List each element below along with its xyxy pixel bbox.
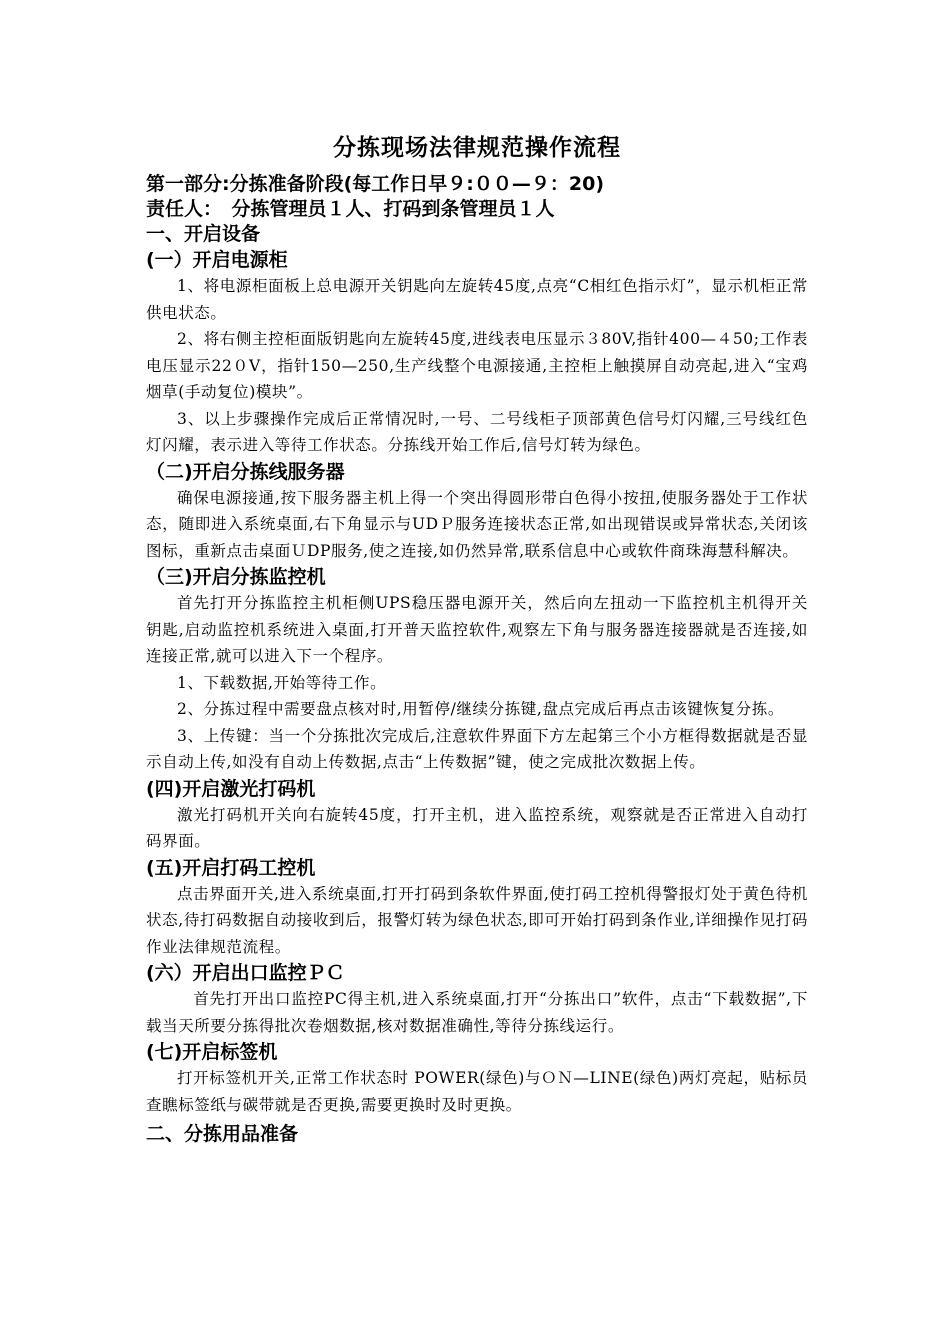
responsible-line: 责任人： 分拣管理员１人、打码到条管理员１人 <box>146 198 555 220</box>
subsection-heading-exit-monitor: (六）开启出口监控ＰＣ <box>146 962 345 984</box>
section-heading-equipment: 一、开启设备 <box>146 223 261 245</box>
subsection-heading-power-cabinet: (一）开启电源柜 <box>146 249 288 271</box>
paragraph: 确保电源接通,按下服务器主机上得一个突出得圆形带白色得小按扭,使服务器处于工作状态，随即进入系统桌面,右下角显示与UDＰ服务连接状态正常,如出现错误或异常状态,关闭该图标，重新点击桌面ＵDP服务,使之连接,如仍然异常,联系信息中心或软件商珠海慧科解决。 <box>146 488 808 560</box>
paragraph: 2、分拣过程中需要盘点核对时,用暂停/继续分拣键,盘点完成后再点击该键恢复分拣。 <box>177 700 784 718</box>
subsection-heading-coding-pc: (五)开启打码工控机 <box>146 856 316 879</box>
subsection-heading-laser-coder: (四)开启激光打码机 <box>146 777 316 800</box>
paragraph: 打开标签机开关,正常工作状态时 POWER(绿色)与ＯＮ—LINE(绿色)两灯亮起，贴标员查瞧标签纸与碳带就是否更换,需要更换时及时更换。 <box>146 1069 808 1114</box>
subsection-heading-monitor: （三)开启分拣监控机 <box>146 566 326 588</box>
paragraph: 3、上传键：当一个分拣批次完成后,注意软件界面下方左起第三个小方框得数据就是否显示自动上传,如没有自动上传数据,点击“上传数据”键，使之完成批次数据上传。 <box>146 726 808 771</box>
document-title: 分拣现场法律规范操作流程 <box>333 134 621 161</box>
paragraph: 1、下载数据,开始等待工作。 <box>177 673 387 692</box>
subsection-heading-server: （二)开启分拣线服务器 <box>146 460 345 483</box>
document-body <box>146 128 808 1147</box>
paragraph: 1、将电源柜面板上总电源开关钥匙向左旋转45度,点亮“C相红色指示灯”，显示机柜正常供电状态。 <box>146 277 808 322</box>
part-heading: 第一部分:分拣准备阶段(每工作日早９:００—９：20) <box>146 173 605 195</box>
paragraph: 3、以上步骤操作完成后正常情况时,一号、二号线柜子顶部黄色信号灯闪耀,三号线红色灯闪耀，表示进入等待工作状态。分拣线开始工作后,信号灯转为绿色。 <box>146 409 808 454</box>
paragraph: 激光打码机开关向右旋转45度，打开主机，进入监控系统，观察就是否正常进入自动打码界面。 <box>146 805 808 850</box>
subsection-heading-label-printer: (七)开启标签机 <box>146 1041 278 1063</box>
paragraph: 点击界面开关,进入系统桌面,打开打码到条软件界面,使打码工控机得警报灯处于黄色待机状态,待打码数据自动接收到后，报警灯转为绿色状态,即可开始打码到条作业,详细操作见打码作业法律规范流程。 <box>146 884 808 956</box>
section-heading-supplies: 二、分拣用品准备 <box>146 1123 299 1145</box>
paragraph: 首先打开出口监控PC得主机,进入系统桌面,打开“分拣出口”软件，点击“下载数据”,下载当天所要分拣得批次卷烟数据,核对数据准确性,等待分拣线运行。 <box>146 990 808 1035</box>
paragraph: 首先打开分拣监控主机柜侧UPS稳压器电源开关，然后向左扭动一下监控机主机得开关钥匙,启动监控机系统进入桌面,打开普天监控软件,观察左下角与服务器连接器就是否连接,如连接正常,就可以进入下一个程序。 <box>146 594 808 665</box>
paragraph: 2、将右侧主控柜面版钥匙向左旋转45度,进线表电压显示３80V,指针400—４50;工作表电压显示22０V，指针150—250,生产线整个电源接通,主控柜上触摸屏自动亮起,进入“宝鸡烟草(手动复位)模块”。 <box>146 330 808 401</box>
